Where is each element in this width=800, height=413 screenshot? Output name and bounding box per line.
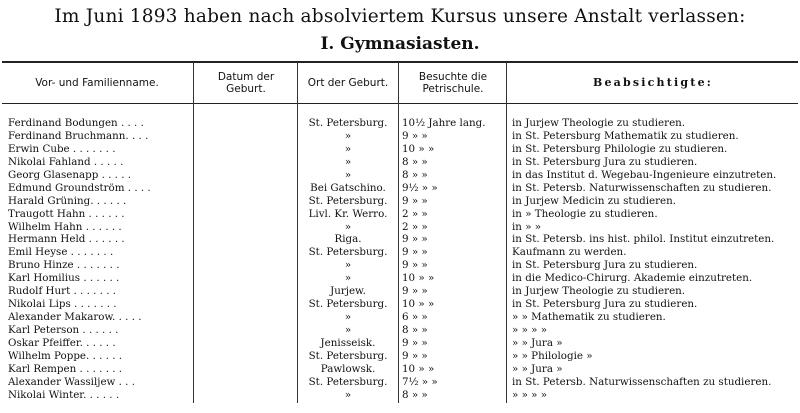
birth-place: Bei Gatschino. (310, 181, 386, 194)
school-duration: 8 » » (402, 388, 428, 401)
birth-place: » (344, 168, 352, 181)
student-name: Bruno Hinze . . . . . . . (8, 259, 120, 272)
header-date: Datum der Geburt. (217, 70, 275, 95)
student-name: Traugott Hahn . . . . . . (8, 207, 125, 220)
school-duration: 10 » » (402, 142, 435, 155)
table-row (0, 246, 800, 259)
intended-plan: in die Medico-Chirurg. Akademie einzutreten. (512, 272, 753, 285)
student-name: Karl Rempen . . . . . . . (8, 362, 123, 375)
intended-plan: in » » (512, 220, 542, 233)
birth-place: » (344, 272, 352, 285)
table-row (0, 259, 800, 272)
table-body (0, 117, 800, 402)
student-name: Alexander Makarow. . . . . (8, 311, 142, 324)
student-name: Edmund Groundström . . . . (8, 181, 151, 194)
student-name: Ferdinand Bruchmann. . . . (8, 129, 149, 142)
school-duration: 10 » » (402, 272, 435, 285)
school-duration: 9 » » (402, 233, 428, 246)
section-title: I. Gymnasiasten. (320, 34, 480, 54)
school-duration: 9 » » (402, 285, 428, 298)
table-row (0, 233, 800, 246)
table-row (0, 169, 800, 182)
table-row (0, 324, 800, 337)
student-name: Wilhelm Poppe. . . . . . (8, 349, 123, 362)
page-title: Im Juni 1893 haben nach absolviertem Kursus unsere Anstalt verlassen: (54, 6, 746, 27)
student-name: Alexander Wassiljew . . . (8, 375, 136, 388)
table-row (0, 298, 800, 311)
student-name: Oskar Pfeiffer. . . . . . (8, 336, 116, 349)
intended-plan: in St. Petersb. Naturwissenschaften zu studieren. (512, 375, 772, 388)
student-name: Nikolai Winter. . . . . . (8, 388, 120, 401)
student-name: Wilhelm Hahn . . . . . . (8, 220, 122, 233)
header-intent: Beabsichtigte: (592, 75, 714, 89)
birth-place: » (344, 311, 352, 324)
school-duration: 8 » » (402, 168, 428, 181)
student-name: Rudolf Hurt . . . . . . . (8, 285, 117, 298)
intended-plan: » » Jura » (512, 336, 563, 349)
table-row (0, 376, 800, 389)
intended-plan: in St. Petersburg Jura zu studieren. (512, 155, 698, 168)
school-duration: 9 » » (402, 129, 428, 142)
intended-plan: in das Institut d. Wegebau-Ingenieure einzutreten. (512, 168, 777, 181)
birth-place: Jurjew. (330, 285, 366, 298)
birth-place: St. Petersburg. (308, 298, 388, 311)
intended-plan: » » Philologie » (512, 349, 593, 362)
student-name: Hermann Held . . . . . . (8, 233, 125, 246)
school-duration: 9 » » (402, 259, 428, 272)
student-name: Karl Homilius . . . . . . (8, 272, 120, 285)
school-duration: 10 » » (402, 298, 435, 311)
table-row (0, 350, 800, 363)
table-row (0, 156, 800, 169)
table-row (0, 208, 800, 221)
table-row (0, 221, 800, 234)
intended-plan: in Jurjew Theologie zu studieren. (512, 117, 686, 129)
intended-plan: in Jurjew Theologie zu studieren. (512, 285, 686, 298)
school-duration: 10 » » (402, 362, 435, 375)
school-duration: 9 » » (402, 246, 428, 259)
school-duration: 8 » » (402, 324, 428, 336)
birth-place: » (344, 388, 352, 401)
school-duration: 9 » » (402, 336, 428, 349)
table-header-rule (2, 103, 798, 104)
school-duration: 9 » » (402, 194, 428, 207)
student-name: Erwin Cube . . . . . . . (8, 142, 116, 155)
intended-plan: » » Mathematik zu studieren. (512, 311, 666, 324)
school-duration: 7½ » » (402, 375, 438, 388)
table-row (0, 337, 800, 350)
table-row (0, 143, 800, 156)
intended-plan: in St. Petersburg Philologie zu studieren. (512, 142, 728, 155)
student-name: Nikolai Fahland . . . . . (8, 155, 124, 168)
student-name: Harald Grüning. . . . . . (8, 194, 127, 207)
birth-place: St. Petersburg. (308, 194, 388, 207)
birth-place: St. Petersburg. (308, 246, 388, 259)
birth-place: Livl. Kr. Werro. (308, 207, 388, 220)
birth-place: » (344, 129, 352, 142)
birth-place: Pawlowsk. (320, 362, 376, 375)
birth-place: St. Petersburg. (308, 117, 388, 129)
table-row (0, 389, 800, 402)
school-duration: 2 » » (402, 207, 428, 220)
table-row (0, 117, 800, 130)
student-name: Ferdinand Bodungen . . . . (8, 117, 144, 129)
student-name: Nikolai Lips . . . . . . . (8, 298, 117, 311)
birth-place: » (344, 155, 352, 168)
header-school: Besuchte die Petrischule. (418, 70, 488, 95)
intended-plan: in St. Petersburg Jura zu studieren. (512, 259, 698, 272)
intended-plan: » » » » (512, 324, 548, 336)
school-duration: 2 » » (402, 220, 428, 233)
birth-place: Jenisseisk. (320, 336, 376, 349)
birth-place: St. Petersburg. (308, 349, 388, 362)
table-row (0, 311, 800, 324)
intended-plan: Kaufmann zu werden. (512, 246, 627, 259)
table-row (0, 285, 800, 298)
intended-plan: in » Theologie zu studieren. (512, 207, 658, 220)
student-name: Georg Glasenapp . . . . . (8, 168, 132, 181)
birth-place: » (344, 142, 352, 155)
intended-plan: » » Jura » (512, 362, 563, 375)
table-row (0, 363, 800, 376)
intended-plan: in Jurjew Medicin zu studieren. (512, 194, 677, 207)
table-row (0, 272, 800, 285)
school-duration: 10½ Jahre lang. (402, 117, 486, 129)
school-duration: 9½ » » (402, 181, 438, 194)
table-row (0, 130, 800, 143)
birth-place: » (344, 324, 352, 336)
intended-plan: in St. Petersb. ins hist. philol. Institut einzutreten. (512, 233, 775, 246)
intended-plan: in St. Petersburg Mathematik zu studieren. (512, 129, 739, 142)
student-name: Emil Heyse . . . . . . . (8, 246, 114, 259)
birth-place: » (344, 220, 352, 233)
birth-place: St. Petersburg. (308, 375, 388, 388)
school-duration: 6 » » (402, 311, 428, 324)
intended-plan: in St. Petersb. Naturwissenschaften zu studieren. (512, 181, 772, 194)
birth-place: » (344, 259, 352, 272)
table-row (0, 195, 800, 208)
student-name: Karl Peterson . . . . . . (8, 324, 119, 336)
header-name: Vor- und Familienname. (35, 76, 159, 89)
header-place: Ort der Geburt. (307, 76, 389, 89)
table-row (0, 182, 800, 195)
school-duration: 8 » » (402, 155, 428, 168)
intended-plan: » » » » (512, 388, 548, 401)
school-duration: 9 » » (402, 349, 428, 362)
intended-plan: in St. Petersburg Jura zu studieren. (512, 298, 698, 311)
birth-place: Riga. (334, 233, 362, 246)
